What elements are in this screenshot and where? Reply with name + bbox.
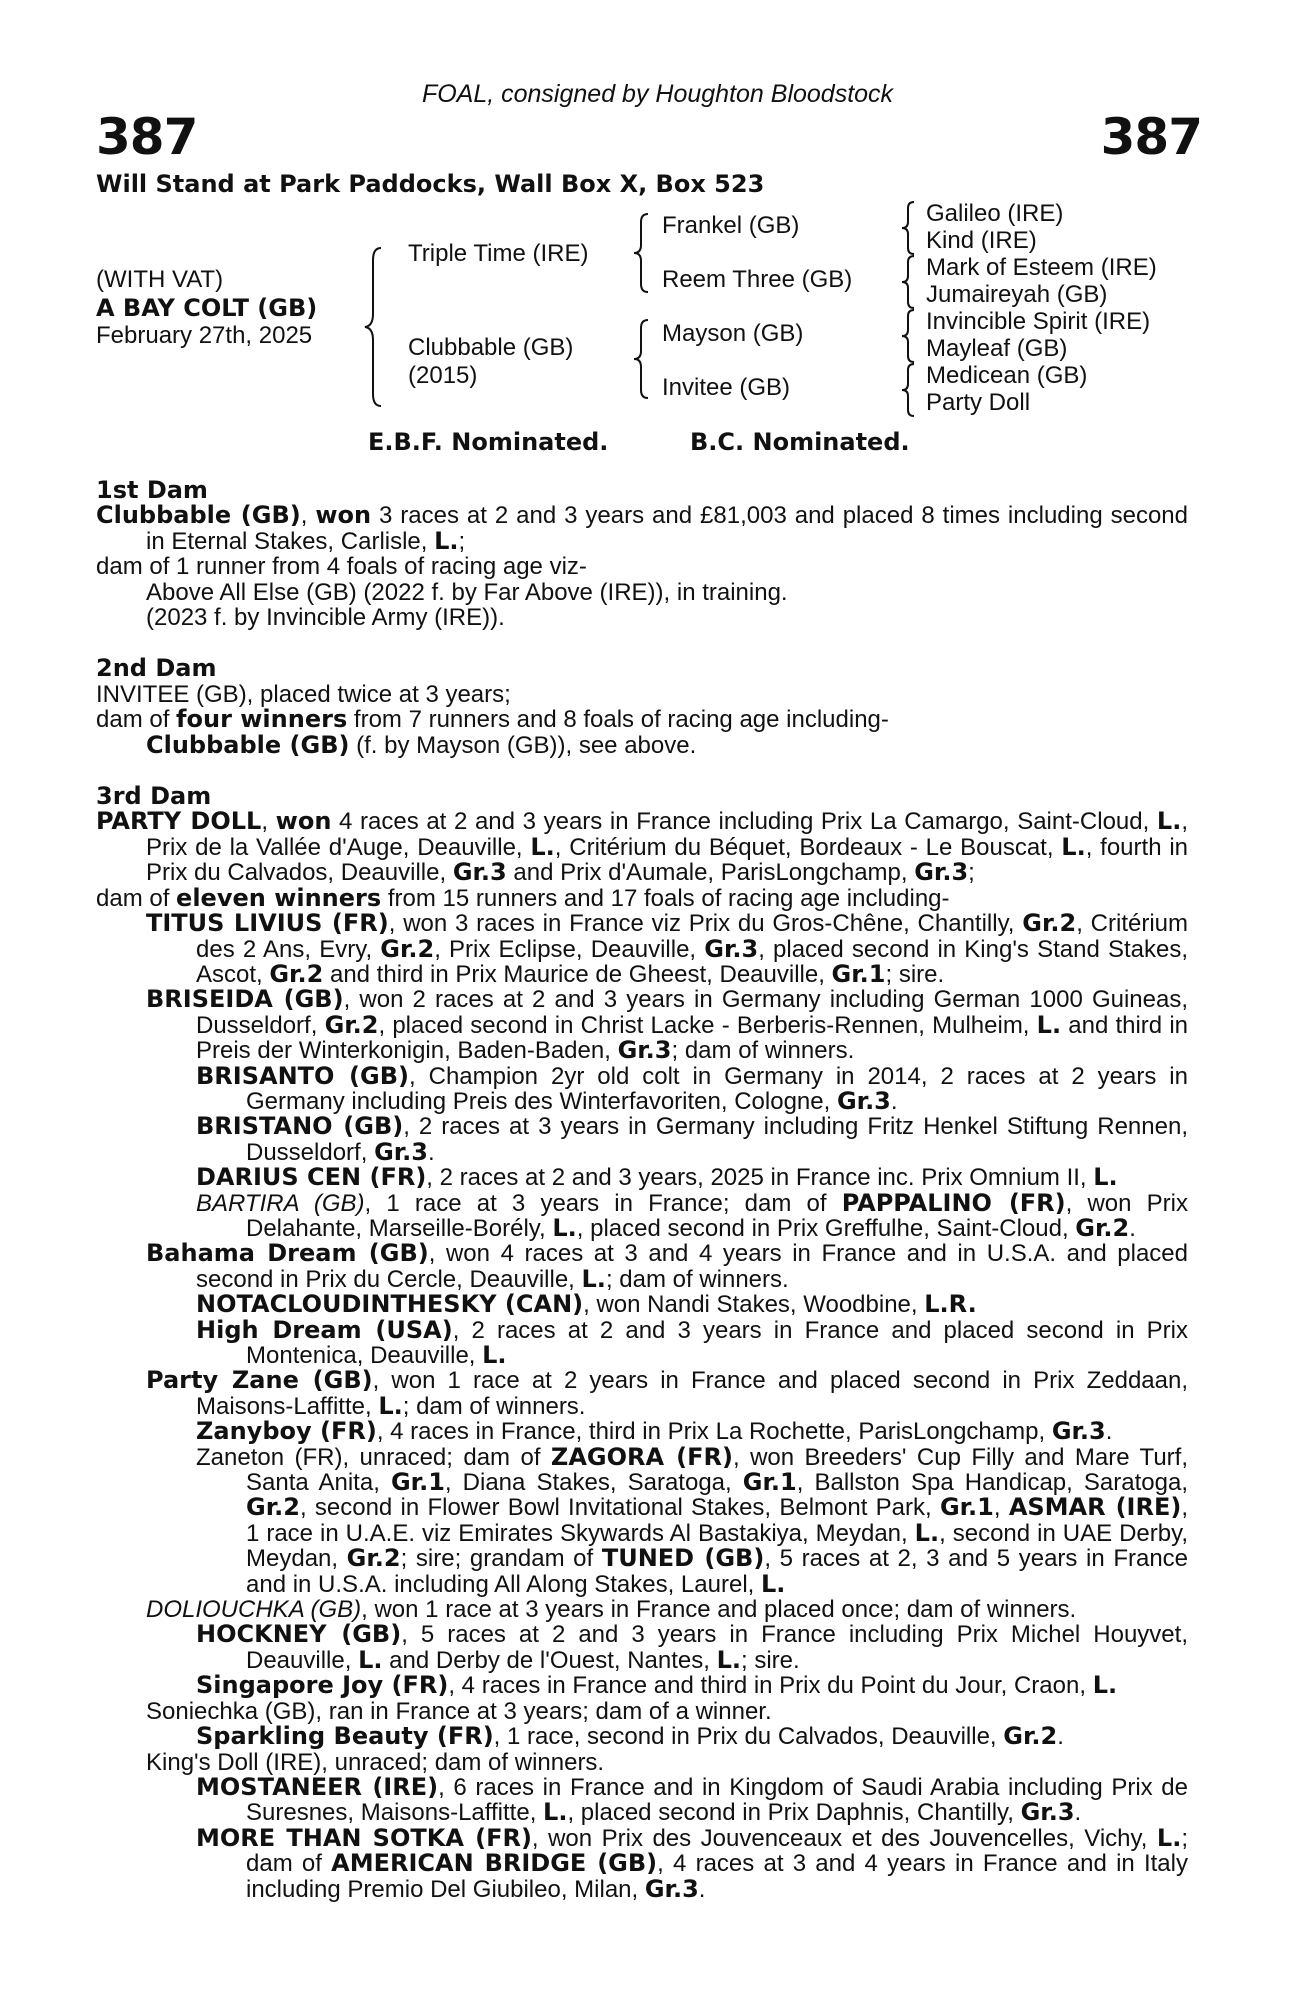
pedigree-dam-dam: Invitee (GB) [662, 374, 791, 401]
pedigree-g1: Galileo (IRE) [926, 200, 1064, 227]
entry-bristano: BRISTANO (GB), 2 races at 3 years in Germany including Fritz Henkel Stiftung Rennen, Dusseldorf, Gr.3. [196, 1112, 1188, 1166]
pedigree-brace-g56 [900, 308, 918, 364]
pedigree-sire-dam: Reem Three (GB) [662, 266, 853, 293]
pedigree-brace-main [363, 246, 387, 408]
lot-number-left: 387 [96, 108, 198, 166]
pedigree-g4: Jumaireyah (GB) [926, 281, 1108, 308]
pedigree-brace-sire [632, 212, 652, 294]
foaling-date: February 27th, 2025 [96, 322, 313, 349]
entry-invitee-produce: dam of four winners from 7 runners and 8 foals of racing age including- [96, 705, 889, 734]
pedigree-brace-g78 [900, 362, 918, 418]
entry-dam-of-runners: dam of 1 runner from 4 foals of racing age viz- [96, 553, 587, 581]
entry-briseida: BRISEIDA (GB), won 2 races at 2 and 3 years in Germany including German 1000 Guineas, Dusseldorf, Gr.2, placed second in Christ Lacke - Berberis-Rennen, Mulheim, L. and third in Preis der Winterkonigin, Baden-Baden, Gr.3; dam of winners. [146, 985, 1189, 1065]
pedigree-dam-year: (2015) [408, 362, 478, 389]
pedigree-sire-sire: Frankel (GB) [662, 212, 800, 239]
dam3-heading: 3rd Dam [96, 782, 212, 811]
entry-kings-doll: King's Doll (IRE), unraced; dam of winners. [146, 1748, 605, 1776]
entry-singapore-joy: Singapore Joy (FR), 4 races in France and third in Prix du Point du Jour, Craon, L. [196, 1671, 1118, 1700]
pedigree-g6: Mayleaf (GB) [926, 335, 1068, 362]
lot-number-right: 387 [1100, 108, 1202, 166]
pedigree-g2: Kind (IRE) [926, 227, 1037, 254]
entry-party-doll: PARTY DOLL, won 4 races at 2 and 3 years in France including Prix La Camargo, Saint-Cloud, L., Prix de la Vallée d'Auge, Deauville, L., Critérium du Béquet, Bordeaux - Le Bouscat, L., fourth in Prix du Calvados, Deauville, Gr.3 and Prix d'Aumale, ParisLongchamp, Gr.3; [96, 807, 1188, 887]
pedigree-g5: Invincible Spirit (IRE) [926, 308, 1151, 335]
pedigree-sire: Triple Time (IRE) [408, 240, 589, 267]
entry-notacloudinthesky: NOTACLOUDINTHESKY (CAN), won Nandi Stakes, Woodbine, L.R. [196, 1290, 977, 1319]
pedigree-brace-dam [632, 318, 652, 400]
entry-2023-foal: (2023 f. by Invincible Army (IRE)). [146, 604, 505, 632]
catalogue-body [96, 478, 1188, 1902]
entry-party-doll-produce: dam of eleven winners from 15 runners and 17 foals of racing age including- [96, 883, 950, 912]
entry-bartira: BARTIRA (GB), 1 race at 3 years in France; dam of PAPPALINO (FR), won Prix Delahante, Marseille-Borély, L., placed second in Prix Greffulhe, Saint-Cloud, Gr.2. [196, 1188, 1189, 1242]
entry-invitee: INVITEE (GB), placed twice at 3 years; [96, 680, 511, 708]
entry-brisanto: BRISANTO (GB), Champion 2yr old colt in Germany in 2014, 2 races at 2 years in Germany including Preis des Winterfavoriten, Cologne, Gr.3. [196, 1061, 1188, 1115]
entry-zaneton: Zaneton (FR), unraced; dam of ZAGORA (FR), won Breeders' Cup Filly and Mare Turf, Santa Anita, Gr.1, Diana Stakes, Saratoga, Gr.1, Ballston Spa Handicap, Saratoga, Gr.2, second in Flower Bowl Invitational Stakes, Belmont Park, Gr.1, ASMAR (IRE), 1 race in U.A.E. viz Emirates Skywards Al Bastakiya, Meydan, L., second in UAE Derby, Meydan, Gr.2; sire; grandam of TUNED (GB), 5 races at 2, 3 and 5 years in France and in U.S.A. including All Along Stakes, Laurel, L. [196, 1442, 1189, 1598]
entry-above-all-else: Above All Else (GB) (2022 f. by Far Above (IRE)), in training. [146, 578, 788, 606]
pedigree-dam: Clubbable (GB) [408, 334, 574, 361]
entry-bahama-dream: Bahama Dream (GB), won 4 races at 3 and 4 years in France and in U.S.A. and placed second in Prix du Cercle, Deauville, L.; dam of winners. [146, 1239, 1188, 1293]
entry-mostaneer: MOSTANEER (IRE), 6 races in France and in Kingdom of Saudi Arabia including Prix de Suresnes, Maisons-Laffitte, L., placed second in Prix Daphnis, Chantilly, Gr.3. [196, 1772, 1189, 1827]
pedigree-brace-g34 [900, 254, 918, 310]
entry-party-zane: Party Zane (GB), won 1 race at 2 years in France and placed second in Prix Zeddaan, Maisons-Laffitte, L.; dam of winners. [146, 1366, 1189, 1420]
pedigree-g7: Medicean (GB) [926, 362, 1088, 389]
horse-name: A BAY COLT (GB) [96, 294, 318, 322]
entry-clubbable: Clubbable (GB), won 3 races at 2 and 3 years and £81,003 and placed 8 times including second in Eternal Stakes, Carlisle, L.; [96, 501, 1188, 555]
dam2-heading: 2nd Dam [96, 654, 217, 683]
entry-hockney: HOCKNEY (GB), 5 races at 2 and 3 years in France including Prix Michel Houyvet, Deauville, L. and Derby de l'Ouest, Nantes, L.; sire. [196, 1620, 1188, 1674]
pedigree-g8: Party Doll [926, 389, 1031, 416]
entry-sparkling-beauty: Sparkling Beauty (FR), 1 race, second in Prix du Calvados, Deauville, Gr.2. [196, 1722, 1064, 1751]
entry-zanyboy: Zanyboy (FR), 4 races in France, third in Prix La Rochette, ParisLongchamp, Gr.3. [196, 1417, 1113, 1446]
entry-high-dream: High Dream (USA), 2 races at 2 and 3 years in France and placed second in Prix Montenica, Deauville, L. [196, 1315, 1189, 1369]
ebf-nomination: E.B.F. Nominated. [368, 428, 609, 456]
entry-darius-cen: DARIUS CEN (FR), 2 races at 2 and 3 years, 2025 in France inc. Prix Omnium II, L. [196, 1163, 1118, 1192]
dam1-heading: 1st Dam [96, 476, 208, 504]
vat-note: (WITH VAT) [96, 266, 224, 293]
bc-nomination: B.C. Nominated. [690, 428, 910, 456]
consignment-line: FOAL, consigned by Houghton Bloodstock [421, 80, 894, 108]
entry-titus-livius: TITUS LIVIUS (FR), won 3 races in France viz Prix du Gros-Chêne, Chantilly, Gr.2, Critérium des 2 Ans, Evry, Gr.2, Prix Eclipse, Deauville, Gr.3, placed second in King's Stand Stakes, Ascot, Gr.2 and third in Prix Maurice de Gheest, Deauville, Gr.1; sire. [146, 909, 1189, 988]
entry-soniechka: Soniechka (GB), ran in France at 3 years; dam of a winner. [146, 1697, 772, 1725]
stand-location: Will Stand at Park Paddocks, Wall Box X, Box 523 [96, 170, 765, 198]
pedigree-brace-g12 [900, 200, 918, 256]
entry-clubbable-ref: Clubbable (GB) (f. by Mayson (GB)), see above. [146, 730, 697, 759]
pedigree-dam-sire: Mayson (GB) [662, 320, 804, 347]
entry-douliouchka: DOLIOUCHKA (GB), won 1 race at 3 years in France and placed once; dam of winners. [146, 1596, 1077, 1624]
entry-more-than-sotka: MORE THAN SOTKA (FR), won Prix des Jouvenceaux et des Jouvencelles, Vichy, L.; dam of AMERICAN BRIDGE (GB), 4 races at 3 and 4 years in France and in Italy including Premio Del Giubileo, Milan, Gr.3. [196, 1823, 1188, 1903]
pedigree-g3: Mark of Esteem (IRE) [926, 254, 1157, 281]
